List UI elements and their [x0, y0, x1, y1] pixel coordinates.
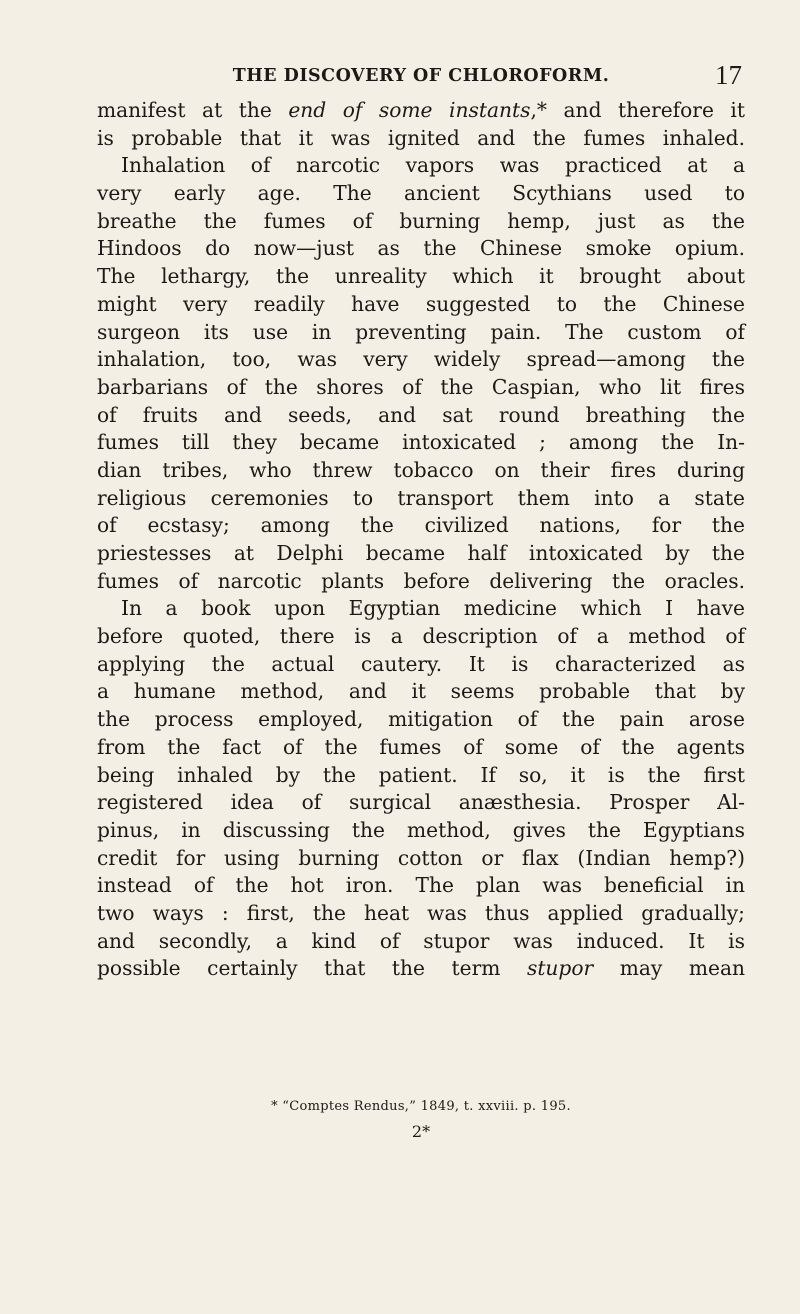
text-line: being inhaled by the patient. If so, it is the first: [97, 762, 745, 787]
text-line: before quoted, there is a description of a method of: [97, 624, 745, 649]
text-line: breathe the fumes of burning hemp, just as the: [97, 208, 745, 233]
text-line: surgeon its use in preventing pain. The custom of: [97, 319, 745, 344]
text-line: might very readily have suggested to the Chinese: [97, 291, 745, 316]
text-line: of ecstasy; among the civilized nations, for the: [97, 513, 745, 538]
page-header: [96, 60, 746, 94]
text-line: fumes of narcotic plants before delivering the oracles.: [97, 568, 745, 593]
text-line: inhalation, too, was very widely spread—among the: [97, 347, 745, 372]
text-line: Inhalation of narcotic vapors was practiced at a: [121, 153, 745, 178]
text-line: the process employed, mitigation of the pain arose: [97, 707, 745, 732]
text-line: pinus, in discussing the method, gives the Egyptians: [97, 817, 745, 842]
text-line: two ways : first, the heat was thus applied gradually;: [97, 900, 745, 925]
text-line: barbarians of the shores of the Caspian, who lit fires: [97, 374, 745, 399]
emphasis: stupor: [526, 956, 594, 981]
text-line: is probable that it was ignited and the fumes inhaled.: [97, 125, 745, 150]
text-line: dian tribes, who threw tobacco on their fires during: [97, 457, 745, 482]
text-line: registered idea of surgical anæsthesia. Prosper Al-: [97, 790, 745, 815]
text-line: of fruits and seeds, and sat round breathing the: [97, 402, 745, 427]
text-line: a humane method, and it seems probable that by: [97, 679, 745, 704]
text-line: credit for using burning cotton or flax (Indian hemp?): [97, 845, 745, 870]
text-line: priestesses at Delphi became half intoxicated by the: [97, 541, 745, 565]
text-line: and secondly, a kind of stupor was induced. It is: [97, 928, 745, 953]
text-line: instead of the hot iron. The plan was beneficial in: [97, 873, 745, 898]
text-line: manifest at the end of some instants,* and therefore it: [97, 98, 745, 122]
footnote: * “Comptes Rendus,” 1849, t. xxviii. p. 195.: [271, 1099, 571, 1114]
text-line: Hindoos do now—just as the Chinese smoke opium.: [97, 236, 745, 261]
emphasis: end of some instants: [288, 98, 531, 122]
text-line: The lethargy, the unreality which it brought about: [97, 264, 745, 289]
running-title: THE DISCOVERY OF CHLOROFORM.: [232, 66, 610, 86]
page-number: 17: [715, 60, 742, 90]
text-line: applying the actual cautery. It is characterized as: [97, 651, 745, 676]
signature-mark: 2*: [411, 1122, 431, 1141]
text-line: religious ceremonies to transport them into a state: [97, 485, 745, 510]
text-line: fumes till they became intoxicated ; among the In-: [97, 430, 745, 455]
text-line: from the fact of the fumes of some of the agents: [97, 734, 745, 759]
text-line: very early age. The ancient Scythians used to: [97, 181, 745, 206]
text-line: In a book upon Egyptian medicine which I have: [121, 596, 745, 621]
body-text: [97, 97, 745, 983]
text-line: possible certainly that the term stupor may mean: [97, 956, 745, 981]
